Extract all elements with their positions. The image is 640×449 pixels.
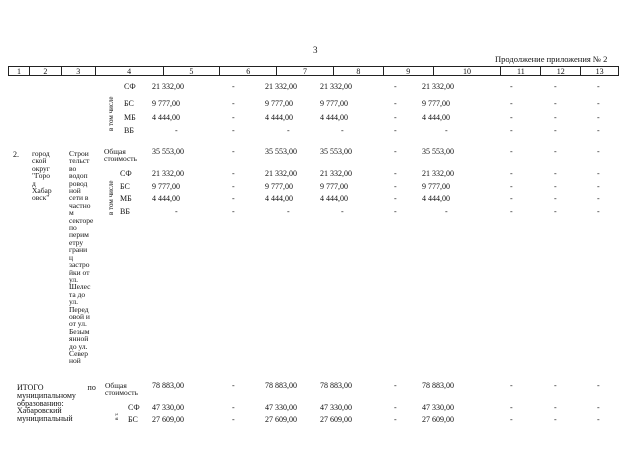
cell-c6: -	[232, 99, 235, 108]
col-header: 7	[277, 67, 334, 75]
cell-c12: -	[554, 207, 557, 216]
cell-c5: -	[175, 126, 178, 135]
cell-c10: 4 444,00	[422, 194, 450, 203]
row-label: БС	[128, 415, 138, 424]
cell-c6: -	[232, 381, 235, 390]
cell-c13: -	[597, 147, 600, 156]
cell-c7: 78 883,00	[265, 381, 297, 390]
cell-c10: 35 553,00	[422, 147, 454, 156]
col-header: 10	[434, 67, 502, 75]
cell-c7: 4 444,00	[265, 194, 293, 203]
cell-c10: 9 777,00	[422, 99, 450, 108]
cell-c9: -	[394, 82, 397, 91]
cell-c13: -	[597, 415, 600, 424]
cell-c8: 4 444,00	[320, 113, 348, 122]
row-label: СФ	[120, 169, 132, 178]
cell-c6: -	[232, 194, 235, 203]
cell-c9: -	[394, 403, 397, 412]
cell-c7: 21 332,00	[265, 169, 297, 178]
cell-c5: 4 444,00	[152, 113, 180, 122]
cell-c9: -	[394, 415, 397, 424]
cell-c11: -	[510, 403, 513, 412]
col-header: 4	[96, 67, 164, 75]
row-label: ВБ	[120, 207, 130, 216]
cell-c6: -	[232, 415, 235, 424]
col-header: 3	[62, 67, 96, 75]
cell-c6: -	[232, 113, 235, 122]
cell-c7: -	[287, 207, 290, 216]
row-label: БС	[124, 99, 134, 108]
cell-c13: -	[597, 113, 600, 122]
cell-c13: -	[597, 169, 600, 178]
cell-c11: -	[510, 207, 513, 216]
cell-c12: -	[554, 147, 557, 156]
cell-c8: -	[341, 126, 344, 135]
cell-c8: 35 553,00	[320, 147, 352, 156]
cell-c6: -	[232, 207, 235, 216]
cell-c5: 9 777,00	[152, 182, 180, 191]
cell-c13: -	[597, 403, 600, 412]
cell-c9: -	[394, 113, 397, 122]
vertical-label: в том числе	[107, 96, 115, 131]
cell-c11: -	[510, 147, 513, 156]
cell-c9: -	[394, 194, 397, 203]
cell-c7: 21 332,00	[265, 82, 297, 91]
cell-c8: 9 777,00	[320, 182, 348, 191]
cell-c13: -	[597, 82, 600, 91]
cell-c6: -	[232, 403, 235, 412]
col-header: 11	[501, 67, 541, 75]
cell-c10: 47 330,00	[422, 403, 454, 412]
cell-c7: 9 777,00	[265, 99, 293, 108]
cell-c9: -	[394, 381, 397, 390]
cell-c5: 35 553,00	[152, 147, 184, 156]
cell-c12: -	[554, 194, 557, 203]
cell-c5: -	[175, 207, 178, 216]
cell-c8: 47 330,00	[320, 403, 352, 412]
row-label: СФ	[128, 403, 140, 412]
cell-c9: -	[394, 207, 397, 216]
cell-c7: 47 330,00	[265, 403, 297, 412]
cell-c8: 27 609,00	[320, 415, 352, 424]
vertical-label: в т.	[114, 412, 120, 420]
row-label: МБ	[124, 113, 136, 122]
cell-c6: -	[232, 126, 235, 135]
total-title: ИТОГО по муниципальному образованию: Хабаровский муниципальный	[17, 383, 96, 424]
cell-c5: 78 883,00	[152, 381, 184, 390]
cell-c13: -	[597, 207, 600, 216]
cell-c12: -	[554, 403, 557, 412]
cell-c11: -	[510, 381, 513, 390]
col-header: 9	[384, 67, 434, 75]
cell-c10: 9 777,00	[422, 182, 450, 191]
cell-c8: 9 777,00	[320, 99, 348, 108]
cell-c5: 4 444,00	[152, 194, 180, 203]
cell-c9: -	[394, 169, 397, 178]
cell-c13: -	[597, 182, 600, 191]
continuation-caption: Продолжение приложения № 2	[495, 54, 608, 64]
cell-c10: 4 444,00	[422, 113, 450, 122]
total-cost-label: Общая стоимость	[105, 381, 138, 398]
cell-c7: -	[287, 126, 290, 135]
row-label: МБ	[120, 194, 132, 203]
cell-c10: 27 609,00	[422, 415, 454, 424]
cell-c10: 21 332,00	[422, 169, 454, 178]
cell-c5: 27 609,00	[152, 415, 184, 424]
cell-c11: -	[510, 113, 513, 122]
col-header: 2	[30, 67, 62, 75]
cell-c8: 78 883,00	[320, 381, 352, 390]
row-label: БС	[120, 182, 130, 191]
cell-c5: 21 332,00	[152, 169, 184, 178]
cell-c10: -	[445, 126, 448, 135]
cell-c12: -	[554, 415, 557, 424]
cell-c8: -	[341, 207, 344, 216]
cell-c5: 9 777,00	[152, 99, 180, 108]
cell-c11: -	[510, 194, 513, 203]
cell-c12: -	[554, 126, 557, 135]
cell-c12: -	[554, 82, 557, 91]
municipality-name: город ской округ "Горо д Хабар овск"	[32, 149, 52, 203]
row-label: СФ	[124, 82, 136, 91]
cell-c7: 35 553,00	[265, 147, 297, 156]
col-header: 8	[334, 67, 384, 75]
cell-c6: -	[232, 147, 235, 156]
total-cost-label: Общая стоимость	[104, 147, 137, 164]
cell-c8: 21 332,00	[320, 82, 352, 91]
cell-c7: 27 609,00	[265, 415, 297, 424]
page-number: 3	[313, 45, 318, 55]
cell-c13: -	[597, 381, 600, 390]
col-header: 13	[595, 67, 604, 76]
project-name: Строи тельст во водоп ровод ной сети в частно м секторе по перим етру грани ц застро йки от ул. Шелес та до ул. Перед овой и от ул. Безым янной до ул. Север ной	[69, 149, 94, 366]
row-number: 2.	[13, 150, 19, 159]
cell-c5: 47 330,00	[152, 403, 184, 412]
cell-c10: 78 883,00	[422, 381, 454, 390]
cell-c12: -	[554, 182, 557, 191]
cell-c13: -	[597, 126, 600, 135]
cell-c10: -	[445, 207, 448, 216]
col-header: 1	[9, 67, 30, 75]
cell-c8: 4 444,00	[320, 194, 348, 203]
cell-c9: -	[394, 99, 397, 108]
cell-c7: 9 777,00	[265, 182, 293, 191]
cell-c11: -	[510, 82, 513, 91]
col-header: 6	[220, 67, 277, 75]
cell-c11: -	[510, 415, 513, 424]
cell-c9: -	[394, 182, 397, 191]
col-header: 12	[541, 67, 581, 75]
cell-c6: -	[232, 182, 235, 191]
cell-c6: -	[232, 82, 235, 91]
cell-c11: -	[510, 182, 513, 191]
cell-c9: -	[394, 147, 397, 156]
column-header-row	[8, 66, 619, 76]
cell-c6: -	[232, 169, 235, 178]
cell-c5: 21 332,00	[152, 82, 184, 91]
cell-c12: -	[554, 113, 557, 122]
cell-c7: 4 444,00	[265, 113, 293, 122]
cell-c8: 21 332,00	[320, 169, 352, 178]
cell-c12: -	[554, 99, 557, 108]
cell-c9: -	[394, 126, 397, 135]
cell-c11: -	[510, 169, 513, 178]
vertical-label: в том числе	[107, 180, 115, 215]
cell-c11: -	[510, 99, 513, 108]
col-header: 5	[164, 67, 221, 75]
cell-c13: -	[597, 99, 600, 108]
cell-c12: -	[554, 169, 557, 178]
row-label: ВБ	[124, 126, 134, 135]
cell-c12: -	[554, 381, 557, 390]
cell-c11: -	[510, 126, 513, 135]
cell-c10: 21 332,00	[422, 82, 454, 91]
cell-c13: -	[597, 194, 600, 203]
